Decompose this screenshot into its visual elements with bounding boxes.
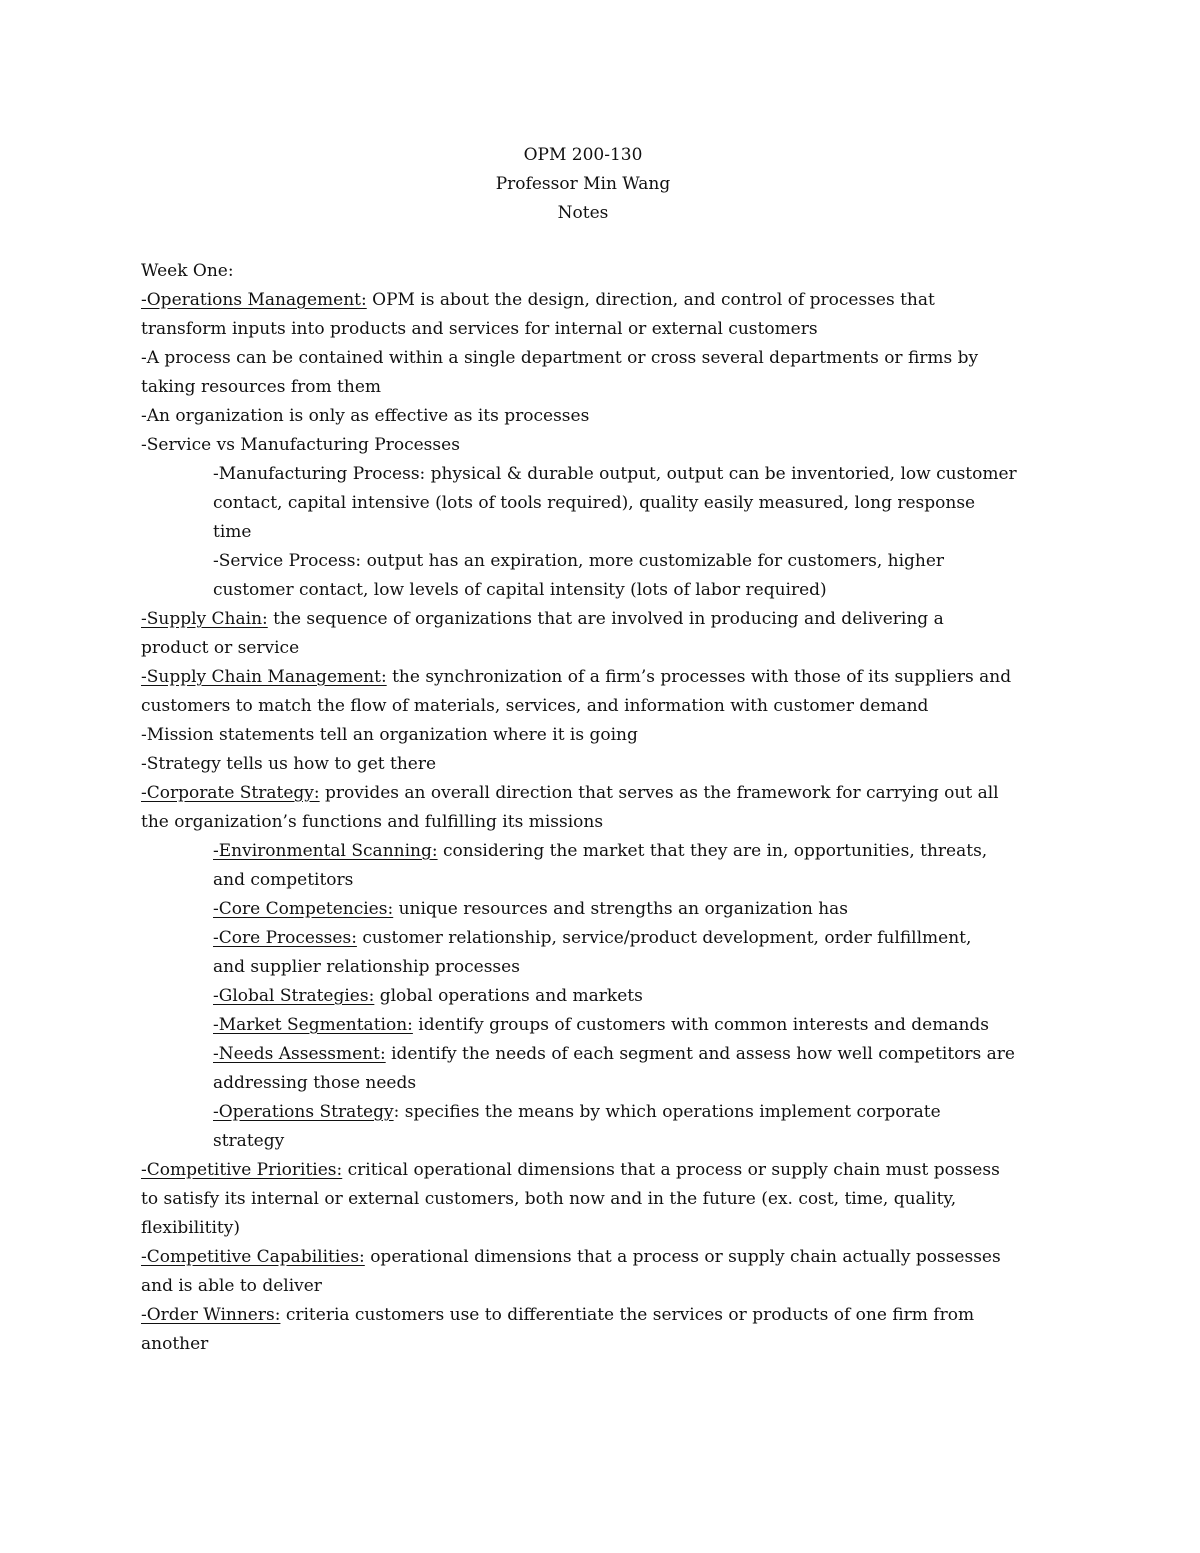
line-text: customers to match the flow of materials, services, and information with customer demand [141,696,929,716]
note-line [141,808,1071,837]
line-text: identify the needs of each segment and assess how well competitors are [385,1044,1015,1064]
note-line-indented [141,1069,1071,1098]
line-text: and is able to deliver [141,1276,322,1296]
note-line [141,634,1071,663]
note-line [141,692,1071,721]
note-line [141,373,1071,402]
line-text: addressing those needs [213,1073,417,1093]
term-label: -Operations Management: [141,290,367,310]
term-label: -Supply Chain Management: [141,667,387,687]
term-label: -Operations Strategy [213,1102,394,1122]
line-text: -Mission statements tell an organization where it is going [141,725,638,745]
line-text: unique resources and strengths an organization has [393,899,849,919]
note-line [141,315,1071,344]
line-text: -Manufacturing Process: physical & durable output, output can be inventoried, low customer [213,464,1017,484]
notes-body [141,257,1071,1359]
note-line [141,1214,1071,1243]
line-text: another [141,1334,209,1354]
line-text: flexibilitity) [141,1218,240,1238]
note-line-indented [141,1011,1071,1040]
line-text: customer relationship, service/product development, order fulfillment, [356,928,972,948]
line-text: the synchronization of a firm’s processes with those of its suppliers and [386,667,1012,687]
note-line [141,1243,1071,1272]
term-label: -Corporate Strategy: [141,783,320,803]
line-text: time [213,522,252,542]
line-text: -Strategy tells us how to get there [141,754,437,774]
document-title: Notes [557,203,609,223]
note-line [141,344,1071,373]
line-text: to satisfy its internal or external customers, both now and in the future (ex. cost, time, quality, [141,1189,957,1209]
line-text: and supplier relationship processes [213,957,520,977]
note-line [141,1272,1071,1301]
course-code: OPM 200-130 [523,145,643,165]
line-text: criteria customers use to differentiate the services or products of one firm from [280,1305,975,1325]
term-label: -Competitive Priorities: [141,1160,343,1180]
note-line [141,750,1071,779]
professor-name: Professor Min Wang [495,174,671,194]
note-line [141,1185,1071,1214]
note-line [141,779,1071,808]
term-label: -Global Strategies: [213,986,375,1006]
note-line-indented [141,576,1071,605]
line-text: contact, capital intensive (lots of tools required), quality easily measured, long response [213,493,976,513]
note-line-indented [141,547,1071,576]
note-line [141,663,1071,692]
note-line [141,605,1071,634]
note-line-indented [141,953,1071,982]
note-line-indented [141,518,1071,547]
note-line-indented [141,866,1071,895]
line-text: : specifies the means by which operations implement corporate [393,1102,941,1122]
week-heading: Week One: [141,261,234,281]
note-line-indented [141,1127,1071,1156]
term-label: -Needs Assessment: [213,1044,386,1064]
line-text: -A process can be contained within a single department or cross several departments or firms by [141,348,979,368]
line-text: -Service Process: output has an expiration, more customizable for customers, higher [213,551,945,571]
line-text: taking resources from them [141,377,382,397]
term-label: -Core Processes: [213,928,357,948]
line-text: considering the market that they are in, opportunities, threats, [437,841,988,861]
note-line-indented [141,1040,1071,1069]
note-line [141,286,1071,315]
line-text: strategy [213,1131,285,1151]
line-text: critical operational dimensions that a process or supply chain must possess [342,1160,1000,1180]
note-line-indented [141,489,1071,518]
term-label: -Environmental Scanning: [213,841,438,861]
note-line-indented [141,837,1071,866]
note-line-indented [141,982,1071,1011]
note-line [141,1156,1071,1185]
line-text: the organization’s functions and fulfilling its missions [141,812,604,832]
note-line-indented [141,460,1071,489]
note-line-indented [141,924,1071,953]
line-text: the sequence of organizations that are involved in producing and delivering a [267,609,944,629]
term-label: -Order Winners: [141,1305,281,1325]
line-text: product or service [141,638,300,658]
note-line [141,721,1071,750]
line-text: OPM is about the design, direction, and control of processes that [366,290,935,310]
term-label: -Supply Chain: [141,609,268,629]
note-line [141,402,1071,431]
line-text: provides an overall direction that serves as the framework for carrying out all [319,783,999,803]
note-line-indented [141,895,1071,924]
line-text: and competitors [213,870,354,890]
line-text: -Service vs Manufacturing Processes [141,435,460,455]
line-text: identify groups of customers with common interests and demands [412,1015,990,1035]
note-line [141,1330,1071,1359]
note-line [141,431,1071,460]
line-text: transform inputs into products and services for internal or external customers [141,319,818,339]
document-header [0,141,1166,228]
line-text: global operations and markets [374,986,643,1006]
line-text: customer contact, low levels of capital intensity (lots of labor required) [213,580,827,600]
note-line-indented [141,1098,1071,1127]
line-text: operational dimensions that a process or supply chain actually possesses [364,1247,1001,1267]
term-label: -Core Competencies: [213,899,394,919]
note-line [141,1301,1071,1330]
term-label: -Competitive Capabilities: [141,1247,365,1267]
line-text: -An organization is only as effective as its processes [141,406,590,426]
term-label: -Market Segmentation: [213,1015,413,1035]
